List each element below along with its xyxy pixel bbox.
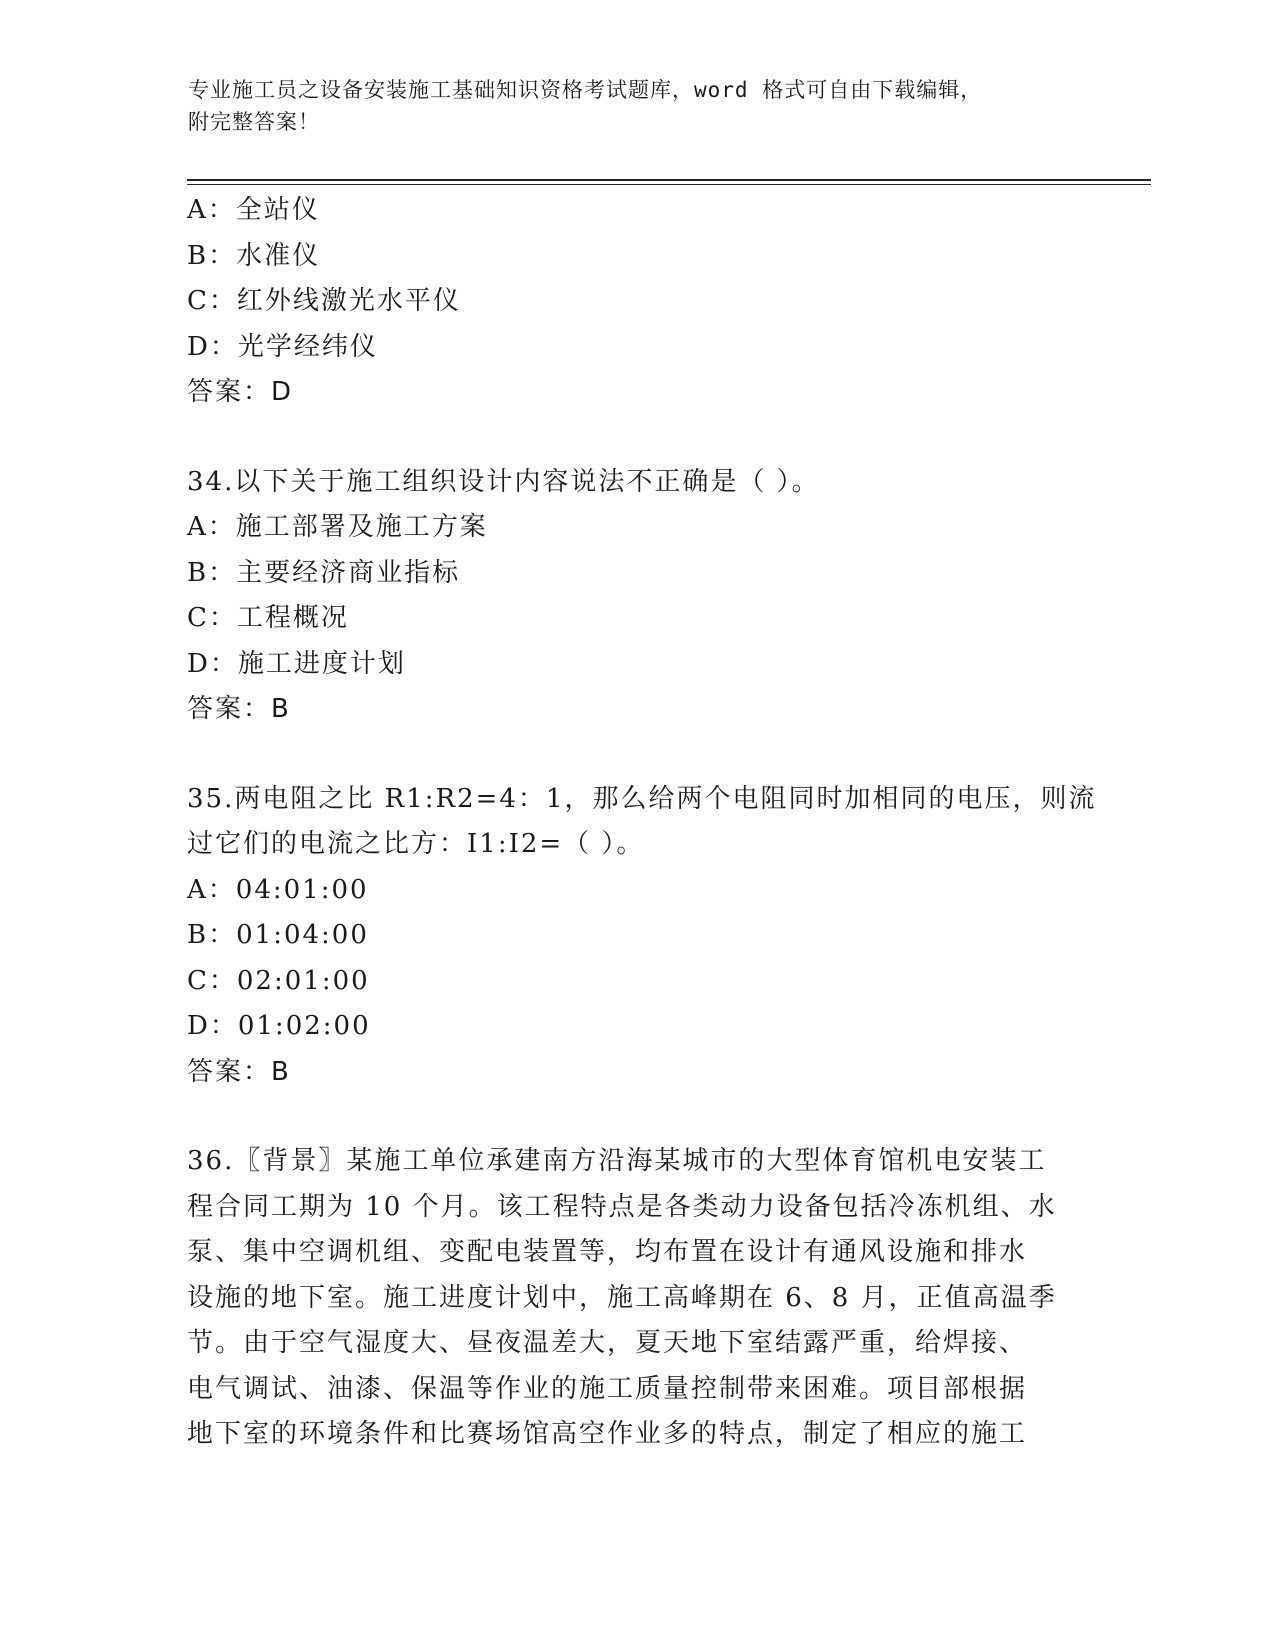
- header-line-1: 专业施工员之设备安装施工基础知识资格考试题库，word 格式可自由下载编辑，: [188, 78, 983, 102]
- option-a: A：施工部署及施工方案: [187, 512, 488, 542]
- question-text-line-5: 节。由于空气湿度大、昼夜温差大，夏天地下室结露严重，给焊接、: [187, 1328, 1028, 1358]
- question-text-line-7: 地下室的环境条件和比赛场馆高空作业多的特点，制定了相应的施工: [187, 1419, 1028, 1449]
- answer: 答案：D: [187, 377, 294, 407]
- question-33: [187, 188, 1087, 416]
- document-header: [188, 74, 1088, 138]
- header-line-2: 附完整答案！: [188, 110, 320, 134]
- spacer: [187, 416, 1087, 460]
- question-text-line-6: 电气调试、油漆、保温等作业的施工质量控制带来困难。项目部根据: [187, 1373, 1028, 1404]
- option-b: B：主要经济商业指标: [187, 557, 461, 588]
- answer: 答案：B: [187, 694, 291, 724]
- answer: 答案：B: [187, 1056, 291, 1087]
- option-d: D：01:02:00: [187, 1011, 371, 1041]
- spacer: [187, 1095, 1087, 1139]
- option-c: C：02:01:00: [187, 965, 370, 996]
- option-a: A：全站仪: [187, 195, 320, 225]
- question-text: 34.以下关于施工组织设计内容说法不正确是（ ）。: [187, 466, 820, 497]
- option-c: C：工程概况: [187, 603, 349, 633]
- option-b: B：01:04:00: [187, 920, 369, 950]
- question-text-line-1: 36.〖背景〗某施工单位承建南方沿海某城市的大型体育馆机电安装工: [187, 1146, 1047, 1176]
- question-35: [187, 777, 1097, 1096]
- question-text-line-3: 泵、集中空调机组、变配电装置等，均布置在设计有通风设施和排水: [187, 1237, 1028, 1267]
- question-list: [187, 188, 1097, 1458]
- option-b: B：水准仪: [187, 240, 321, 271]
- question-34: [187, 460, 1087, 733]
- header-divider-thin: [187, 184, 1151, 185]
- question-text-line-2: 程合同工期为 10 个月。该工程特点是各类动力设备包括冷冻机组、水: [187, 1191, 1057, 1222]
- question-text-line-1: 35.两电阻之比 R1:R2=4：1，那么给两个电阻同时加相同的电压，则流: [187, 783, 1097, 814]
- option-a: A：04:01:00: [187, 874, 369, 905]
- option-d: D：光学经纬仪: [187, 331, 378, 362]
- question-36: [187, 1139, 1087, 1458]
- option-d: D：施工进度计划: [187, 648, 406, 679]
- option-c: C：红外线激光水平仪: [187, 286, 461, 316]
- question-text-line-2: 过它们的电流之比方：I1:I2=（ ）。: [187, 829, 645, 859]
- question-text-line-4: 设施的地下室。施工进度计划中，施工高峰期在 6、8 月，正值高温季: [187, 1282, 1057, 1313]
- header-divider-thick: [187, 179, 1151, 181]
- spacer: [187, 733, 1087, 777]
